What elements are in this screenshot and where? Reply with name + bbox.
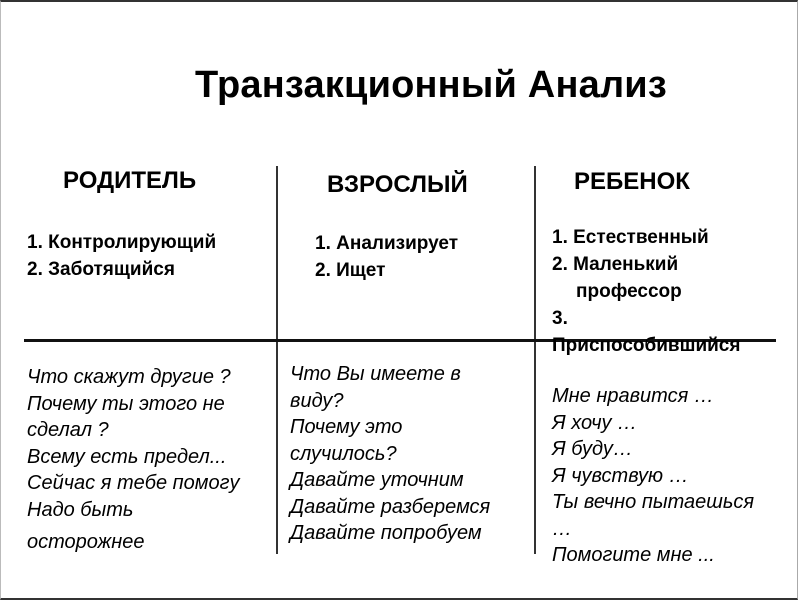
phrase-item: Я буду…: [552, 438, 633, 460]
slide-title: Транзакционный Анализ: [195, 64, 667, 106]
phrase-item: Помогите мне ...: [552, 544, 715, 566]
phrase-item: Почему это: [290, 416, 403, 438]
column-divider-left: [276, 166, 278, 554]
role-item: 2. Маленький: [552, 254, 679, 275]
phrase-item: осторожнее: [27, 531, 145, 553]
role-item: 2. Заботящийся: [27, 259, 175, 280]
phrase-item: случилось?: [290, 442, 397, 465]
phrase-item: Что скажут другие ?: [27, 366, 231, 388]
phrase-item: Почему ты этого не: [27, 392, 225, 415]
phrase-item: Я хочу …: [552, 411, 638, 434]
phrase-item: Давайте попробуем: [290, 522, 482, 544]
phrase-item: Сейчас я тебе помогу: [27, 472, 240, 494]
phrases-adult: [290, 361, 490, 547]
role-item: профессор: [576, 281, 682, 302]
phrase-item: Ты вечно пытаешься: [552, 491, 755, 513]
role-item: 1. Анализирует: [315, 233, 459, 254]
column-divider-right: [534, 166, 536, 554]
phrase-item: Мне нравится …: [552, 385, 714, 407]
role-item: Приспособившийся: [552, 335, 741, 356]
roles-child: [552, 224, 740, 359]
role-item: 3.: [552, 308, 568, 329]
heading-child: РЕБЕНОК: [574, 168, 690, 195]
role-item: 1. Контролирующий: [27, 232, 217, 253]
phrases-child: [552, 383, 754, 569]
phrase-item: виду?: [290, 389, 344, 412]
phrase-item: Надо быть: [27, 498, 134, 521]
phrase-item: Давайте разберемся: [290, 495, 491, 518]
phrases-parent: [27, 364, 240, 556]
phrase-item: Всему есть предел...: [27, 445, 227, 468]
role-item: 1. Естественный: [552, 227, 709, 248]
phrase-item: Я чувствую …: [552, 464, 689, 487]
phrase-item: Что Вы имеете в: [290, 363, 461, 385]
phrase-item: Давайте уточним: [290, 469, 464, 491]
phrase-item: …: [552, 517, 572, 540]
heading-parent: РОДИТЕЛЬ: [63, 167, 197, 194]
phrase-item: сделал ?: [27, 419, 109, 441]
roles-parent: [27, 229, 216, 283]
roles-adult: [315, 230, 458, 284]
heading-adult: ВЗРОСЛЫЙ: [327, 171, 468, 198]
role-item: 2. Ищет: [315, 260, 386, 281]
